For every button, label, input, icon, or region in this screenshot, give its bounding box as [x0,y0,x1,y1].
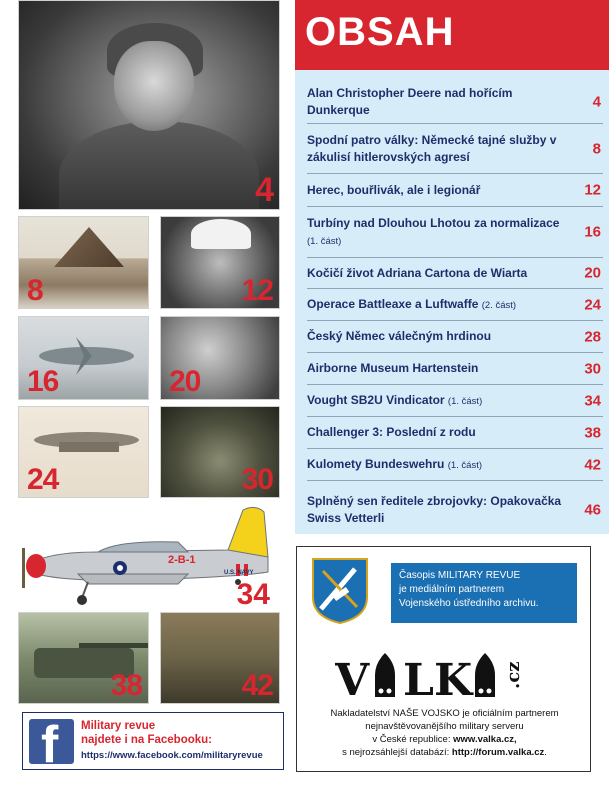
photo-jeep [160,406,280,498]
photo-page-number: 4 [255,171,273,209]
photo-jet [18,316,149,400]
vindicator-navy-mark: U.S. NAVY [224,570,254,576]
toc-item[interactable] [307,353,603,385]
toc-item-title: Airborne Museum Hartenstein [307,361,479,375]
photo-page-number: 42 [241,669,273,702]
photo-page-number: 38 [110,669,142,702]
tank-gun [79,643,149,648]
toc-item[interactable] [307,289,603,321]
photo-page-number: 12 [241,274,273,307]
toc-item-title: Kočičí život Adriana Cartona de Wiarta [307,265,528,280]
facebook-title: Military revue [81,720,156,732]
toc-item-page: 24 [584,296,601,313]
valka-logo[interactable] [335,649,565,707]
toc-item-page: 42 [584,456,601,473]
photo-vindicator [18,502,280,610]
photo-stuka [18,406,149,498]
toc-item-title: Challenger 3: Poslední z rodu [307,425,476,439]
toc-item[interactable] [307,124,603,174]
photo-page-number: 16 [27,365,59,398]
facebook-link[interactable]: https://www.facebook.com/militaryrevue [81,750,263,761]
contents-header [295,0,609,70]
photo-soldier [160,612,280,704]
toc-item-title: Herec, bouřlivák, ale i legionář [307,182,481,197]
photo-tank [18,612,149,704]
toc-item[interactable] [307,449,603,481]
photo-page-number: 34 [236,578,270,611]
toc-item-page: 4 [592,93,601,110]
photo-page-number: 20 [169,365,201,398]
house-roof [54,227,124,267]
toc-item[interactable] [307,481,603,539]
toc-item[interactable] [307,207,603,258]
toc-item[interactable] [307,321,603,353]
toc-item-page: 20 [584,264,601,282]
contents-panel [295,0,609,534]
archive-crest-icon [311,557,369,625]
toc-item-title: Spodní patro války: Německé tajné služby v zákulisí hitlerovských agresí [307,132,557,164]
valka-url-link[interactable]: www.valka.cz, [453,734,517,745]
toc-item-page: 28 [584,328,601,345]
facebook-icon: f [29,719,74,764]
toc-item-page: 38 [584,424,601,441]
toc-item-title: Kulomety Bundeswehru (1. část) [307,456,483,471]
toc-item[interactable] [307,80,603,124]
facebook-subtitle: najdete i na Facebooku: [81,734,212,746]
contents-title: OBSAH [305,10,455,54]
toc-item-page: 8 [592,140,601,157]
vindicator-code: 2-B-1 [168,554,196,566]
photo-pilot [18,0,280,210]
toc-item[interactable] [307,417,603,449]
toc-item-page: 30 [584,360,601,377]
valka-logo-suffix: .cz [503,661,524,689]
photo-page-number: 24 [27,463,59,496]
forum-url-link[interactable]: http://forum.valka.cz [451,747,545,758]
toc-item-title: Vought SB2U Vindicator (1. část) [307,392,483,407]
toc-item[interactable] [307,258,603,289]
actor-cap [191,219,251,249]
photo-actor [160,216,280,309]
toc-item[interactable] [307,385,603,417]
toc-item-title: Český Němec válečným hrdinou [307,329,492,343]
toc-list [307,80,603,539]
toc-item-title: Operace Battleaxe a Luftwaffe (2. část) [307,296,517,311]
photo-page-number: 8 [27,274,43,307]
toc-item-page: 12 [584,181,601,199]
pilot-face [114,41,194,131]
photo-house [18,216,149,309]
photo-page-number: 30 [241,463,273,496]
partner-box [296,546,591,772]
toc-item-title: Alan Christopher Deere nad hořícím Dunkerque [307,85,513,117]
toc-item-page: 46 [584,501,601,519]
toc-item-page: 16 [584,223,601,241]
toc-item-title: Splněný sen ředitele zbrojovky: Opakovačka Swiss Vetterli [307,494,562,525]
toc-item-title: Turbíny nad Dlouhou Lhotou za normalizace (1. část) [307,215,560,247]
pilot-figure [59,121,259,210]
toc-item-page: 34 [584,392,601,409]
valka-logo-graphic [335,649,565,707]
photo-masked-man [160,316,280,400]
facebook-promo[interactable] [22,712,284,774]
partner-notice: Časopis MILITARY REVUE je mediálním partnerem Vojenského ústředního archivu. [391,563,577,623]
stuka-wing [59,442,119,452]
toc-item[interactable] [307,174,603,207]
valka-letter-v: V [335,655,370,706]
valka-letters-lk: LK [403,655,473,706]
partner-description: Nakladatelství NAŠE VOJSKO je oficiálním partnerem nejnavštěvovanějšího military serveru v České republice: www.valka.cz, s nejrozsáhlejší databází: http://forum.valka.cz. [330,708,559,758]
